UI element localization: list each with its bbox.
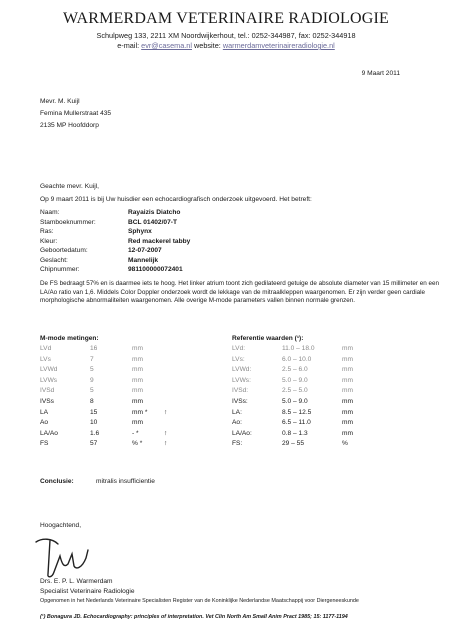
reference-unit: mm	[342, 419, 353, 427]
measurement-row	[40, 419, 210, 429]
letterhead-contact	[0, 41, 452, 50]
measurement-value: 15	[90, 408, 98, 416]
measurement-name: Ao	[40, 419, 49, 427]
measurements-heading: M-mode metingen:	[40, 335, 99, 342]
animal-field-label: Naam:	[40, 209, 60, 216]
reference-range: 0.8 – 1.3	[282, 429, 308, 437]
measurement-unit: mm	[132, 345, 143, 352]
measurement-row	[40, 366, 210, 376]
reference-unit: mm	[342, 355, 353, 363]
letter-date: 9 Maart 2011	[361, 70, 400, 77]
measurement-unit: mm	[132, 366, 143, 374]
reference-name: LVd:	[232, 345, 246, 352]
reference-heading: Referentie waarden (¹):	[232, 335, 304, 342]
recipient-street: Femina Mullerstraat 435	[40, 110, 112, 117]
reference-range: 6.0 – 10.0	[282, 355, 312, 363]
letterhead-title: WARMERDAM VETERINAIRE RADIOLOGIE	[62, 10, 390, 27]
footnote: (¹) Bonagura JD. Echocardiography: principles of interpretation. Vet Clin North Am Small Anim Pract 1985; 15: 1177-1194	[40, 614, 348, 620]
animal-field-value: Mannelijk	[128, 256, 159, 264]
email-link[interactable]: evr@casema.nl	[141, 41, 192, 50]
animal-field-label: Chipnummer:	[40, 266, 80, 273]
closing-text: Hoogachtend,	[40, 522, 82, 529]
reference-name: FS:	[232, 440, 243, 448]
reference-row	[232, 366, 392, 376]
email-label: e-mail:	[117, 41, 140, 50]
measurement-flag: ↑	[164, 408, 168, 416]
animal-field-value: 12-07-2007	[128, 247, 162, 254]
recipient-name: Mevr. M. Kuijl	[40, 98, 80, 105]
reference-row	[232, 356, 392, 366]
animal-field-value: Rayaizis Diatcho	[128, 209, 181, 216]
salutation: Geachte mevr. Kuijl,	[40, 183, 100, 190]
measurement-value: 9	[90, 376, 94, 384]
reference-unit: mm	[342, 366, 353, 374]
measurement-unit: mm	[132, 376, 143, 384]
reference-row	[232, 440, 392, 450]
conclusion-label: Conclusie:	[40, 478, 74, 485]
conclusion-value: mitralis insufficientie	[96, 478, 155, 485]
website-label: website:	[194, 41, 221, 50]
measurement-row	[40, 345, 210, 355]
reference-range: 11.0 – 18.0	[282, 345, 315, 352]
measurement-row	[40, 440, 210, 450]
reference-row	[232, 377, 392, 387]
measurement-unit: mm	[132, 398, 143, 405]
measurement-value: 5	[90, 366, 94, 374]
reference-row	[232, 398, 392, 408]
measurement-row	[40, 356, 210, 366]
animal-field-label: Ras:	[40, 228, 54, 235]
reference-row	[232, 345, 392, 355]
measurement-row	[40, 430, 210, 440]
measurement-name: LA/Ao	[40, 429, 58, 437]
signatory-title: Specialist Veterinaire Radiologie	[40, 588, 135, 595]
measurement-unit: mm	[132, 355, 143, 363]
reference-name: IVSd:	[232, 387, 249, 395]
reference-row	[232, 409, 392, 419]
animal-field-value: Sphynx	[128, 228, 152, 235]
reference-unit: mm	[342, 429, 353, 437]
measurement-row	[40, 398, 210, 408]
reference-row	[232, 387, 392, 397]
measurement-value: 57	[90, 440, 98, 448]
reference-row	[232, 419, 392, 429]
reference-name: LA/Ao:	[232, 429, 252, 437]
measurement-unit: mm	[132, 419, 143, 427]
reference-unit: %	[342, 440, 348, 448]
signatory-name: Drs. E. P. L. Warmerdam	[40, 578, 113, 585]
reference-range: 5.0 – 9.0	[282, 376, 308, 384]
measurement-unit: mm *	[132, 408, 148, 416]
measurement-name: LVs	[40, 355, 51, 363]
animal-field-label: Geboortedatum:	[40, 247, 88, 254]
animal-field-label: Stamboeknummer:	[40, 218, 96, 226]
measurement-value: 1.6	[90, 429, 100, 437]
reference-name: LVWs:	[232, 376, 251, 384]
measurement-flag: ↑	[164, 440, 168, 448]
reference-unit: mm	[342, 387, 353, 395]
measurement-row	[40, 387, 210, 397]
animal-field-value: 981100000072401	[128, 266, 183, 273]
letterhead-address: Schulpweg 133, 2211 XM Noordwijkerhout, tel.: 0252-344987, fax: 0252-344918	[96, 31, 356, 40]
signatory-registration: Opgenomen in het Nederlands Veterinaire Specialisten Register van de Koninklijke Nederlandse Maatschappij voor Diergeneeskunde	[40, 598, 359, 604]
measurement-name: LVd	[40, 345, 52, 352]
reference-unit: mm	[342, 345, 353, 352]
measurement-row	[40, 409, 210, 419]
animal-field-value: Red mackerel tabby	[128, 237, 191, 245]
recipient-city: 2135 MP Hoofddorp	[40, 122, 99, 129]
animal-field-label: Geslacht:	[40, 256, 68, 264]
reference-name: LVWd:	[232, 366, 252, 374]
reference-range: 5.0 – 9.0	[282, 398, 308, 405]
animal-field-label: Kleur:	[40, 237, 58, 245]
reference-name: Ao:	[232, 419, 242, 427]
reference-name: LA:	[232, 408, 242, 416]
measurement-unit: - *	[132, 429, 139, 437]
website-link[interactable]: warmerdamveterinaireradiologie.nl	[222, 41, 335, 50]
reference-range: 2.5 – 5.0	[282, 387, 308, 395]
reference-name: IVSs:	[232, 398, 248, 405]
reference-range: 29 – 55	[282, 440, 304, 448]
measurement-name: LVWd	[40, 366, 58, 374]
measurement-unit: mm	[132, 387, 143, 395]
measurement-value: 5	[90, 387, 94, 395]
reference-unit: mm	[342, 376, 353, 384]
reference-name: LVs:	[232, 355, 245, 363]
measurement-value: 16	[90, 345, 98, 352]
measurement-value: 10	[90, 419, 98, 427]
intro-text: Op 9 maart 2011 is bij Uw huisdier een echocardiografisch onderzoek uitgevoerd. Het betreft:	[40, 196, 312, 203]
findings-paragraph: De FS bedraagt 57% en is daarmee iets te hoog. Het linker atrium toont zich gedilateerd getuige de absolute diameter van 15 millimeter en een LA/Ao ratio van 1,6. Middels Color Doppler onderzoek wordt de lekkage van de mitraalkleppen waargenomen. Er zijn verder geen cardiale morphologische abnormaliteiten waargenomen. Alle overige M-mode parameters vallen binnen normale grenzen.	[40, 280, 440, 305]
measurement-value: 8	[90, 398, 94, 405]
reference-unit: mm	[342, 408, 353, 416]
measurement-name: FS	[40, 440, 49, 448]
measurement-name: IVSd	[40, 387, 55, 395]
measurement-row	[40, 377, 210, 387]
signature-icon	[30, 534, 100, 582]
measurement-flag: ↑	[164, 429, 168, 437]
measurement-unit: % *	[132, 440, 143, 448]
reference-range: 2.5 – 6.0	[282, 366, 308, 374]
measurement-name: LVWs	[40, 376, 58, 384]
reference-unit: mm	[342, 398, 353, 405]
reference-range: 8.5 – 12.5	[282, 408, 312, 416]
animal-field-value: BCL 01402/07-T	[128, 218, 177, 226]
reference-range: 6.5 – 11.0	[282, 419, 311, 427]
measurement-name: IVSs	[40, 398, 54, 405]
reference-row	[232, 430, 392, 440]
measurement-name: LA	[40, 408, 49, 416]
measurement-value: 7	[90, 355, 94, 363]
